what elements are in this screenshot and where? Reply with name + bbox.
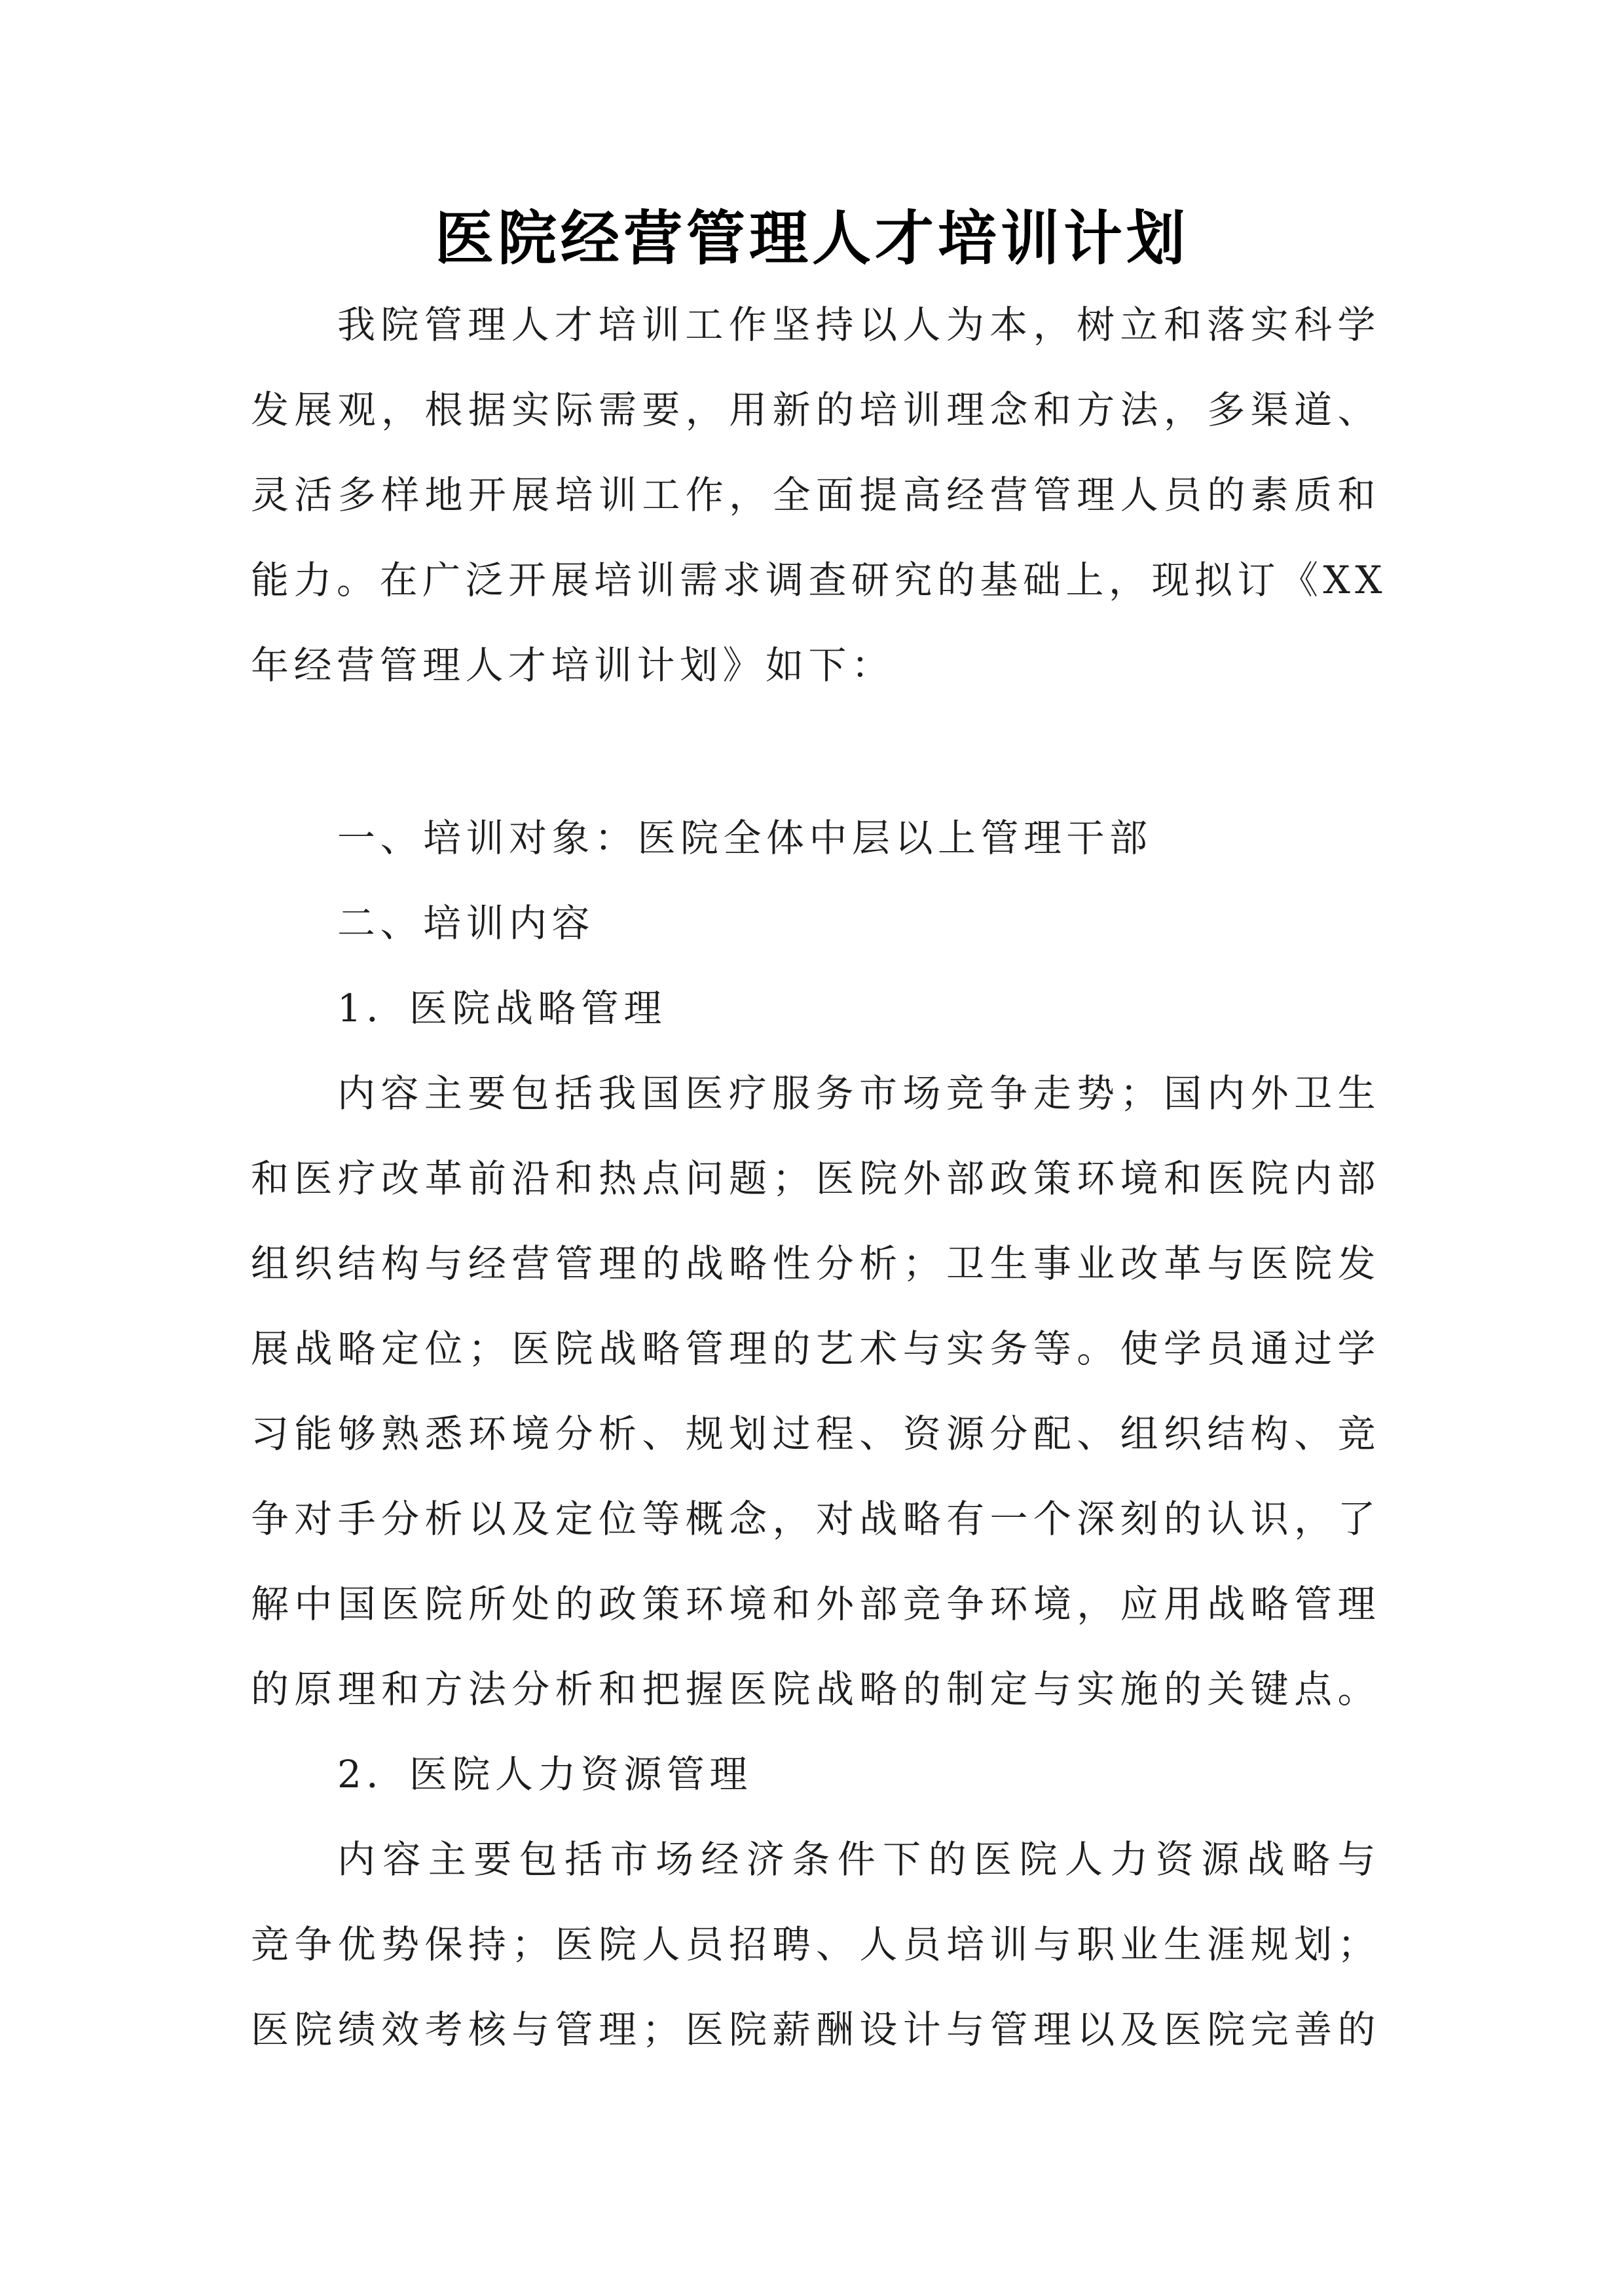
paragraph-line: 内容主要包括市场经济条件下的医院人力资源战略与 — [337, 1837, 1380, 1882]
intro-line: 灵活多样地开展培训工作，全面提高经营管理人员的素质和 — [251, 473, 1380, 517]
section-heading-training-content: 二、培训内容 — [337, 901, 595, 945]
paragraph-line: 习能够熟悉环境分析、规划过程、资源分配、组织结构、竞 — [251, 1412, 1380, 1456]
paragraph-line: 内容主要包括我国医疗服务市场竞争走势；国内外卫生 — [337, 1071, 1380, 1116]
section-heading-training-target: 一、培训对象：医院全体中层以上管理干部 — [337, 816, 1153, 860]
subsection-heading-human-resources: 2．医院人力资源管理 — [337, 1752, 752, 1796]
paragraph-line: 解中国医院所处的政策环境和外部竞争环境，应用战略管理 — [251, 1582, 1380, 1626]
paragraph-line: 展战略定位；医院战略管理的艺术与实务等。使学员通过学 — [251, 1326, 1380, 1371]
paragraph-line: 医院绩效考核与管理；医院薪酬设计与管理以及医院完善的 — [251, 2007, 1380, 2052]
intro-line: 我院管理人才培训工作坚持以人为本，树立和落实科学 — [337, 302, 1380, 347]
subsection-heading-strategy: 1．医院战略管理 — [337, 986, 667, 1030]
paragraph-line: 和医疗改革前沿和热点问题；医院外部政策环境和医院内部 — [251, 1156, 1380, 1201]
paragraph-line: 竞争优势保持；医院人员招聘、人员培训与职业生涯规划； — [251, 1922, 1380, 1967]
paragraph-line: 的原理和方法分析和把握医院战略的制定与实施的关键点。 — [251, 1667, 1380, 1711]
document-title: 医院经营管理人才培训计划 — [435, 204, 1189, 273]
paragraph-line: 组织结构与经营管理的战略性分析；卫生事业改革与医院发 — [251, 1241, 1380, 1286]
paragraph-line: 争对手分析以及定位等概念，对战略有一个深刻的认识，了 — [251, 1497, 1380, 1541]
intro-line: 年经营管理人才培训计划》如下： — [251, 643, 895, 687]
intro-line: 能力。在广泛开展培训需求调查研究的基础上，现拟订《XX — [251, 558, 1388, 602]
intro-line: 发展观，根据实际需要，用新的培训理念和方法，多渠道、 — [251, 388, 1380, 432]
